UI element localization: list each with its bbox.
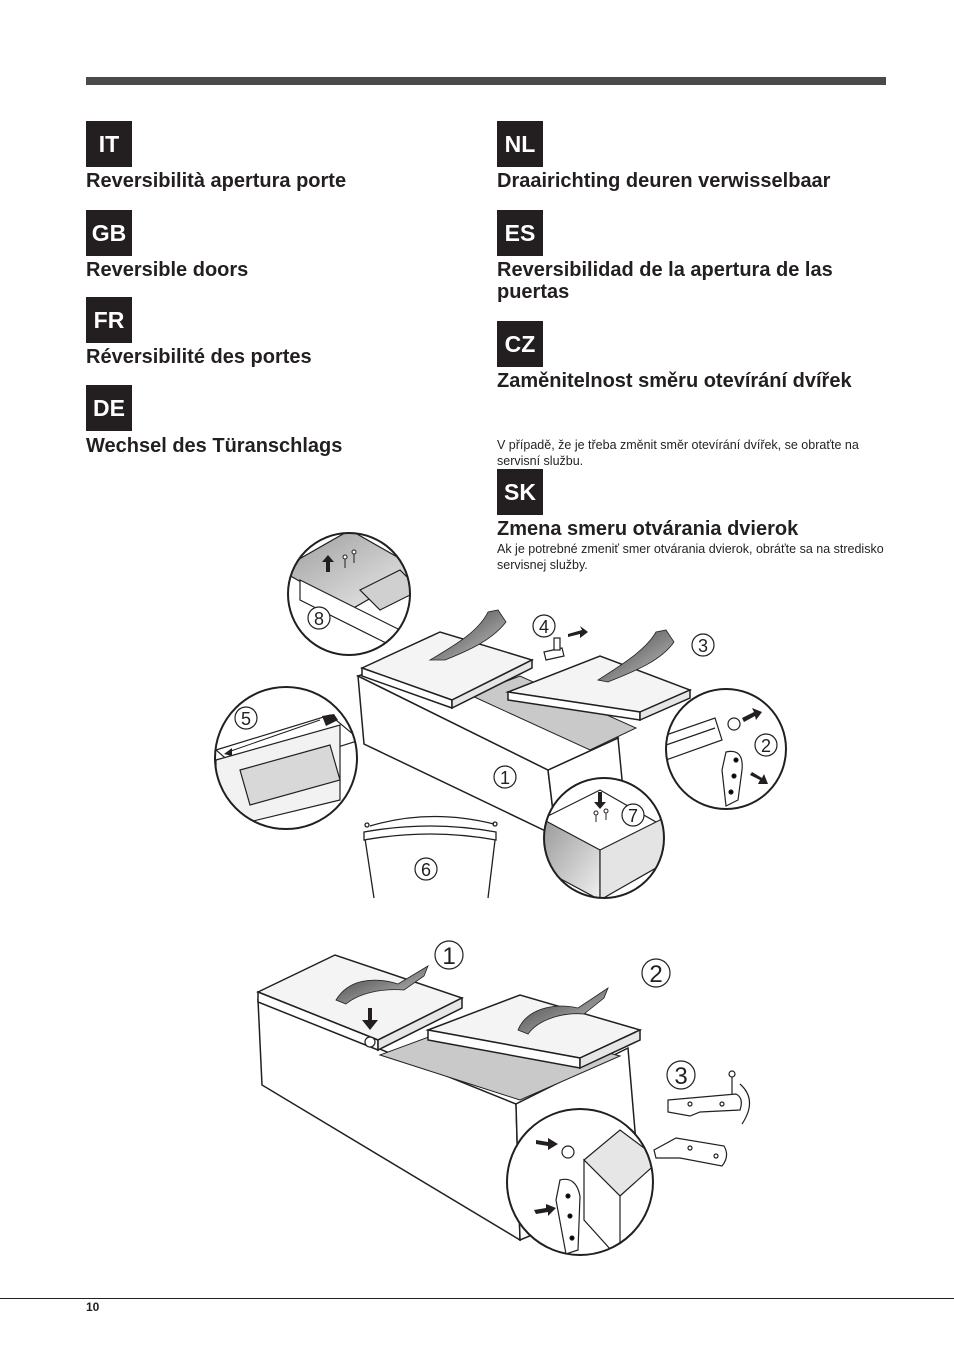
step-marker-7: 7	[627, 806, 639, 826]
lang-badge-it: IT	[86, 121, 132, 167]
lang-badge-es: ES	[497, 210, 543, 256]
hinge-part-step4	[544, 638, 564, 660]
heading-es: Reversibilidad de la apertura de las puertas	[497, 259, 833, 303]
step-marker-8: 8	[313, 609, 325, 629]
detail-circle-step8	[280, 530, 420, 660]
lang-badge-de: DE	[86, 385, 132, 431]
arrow-step4	[568, 626, 588, 638]
body-cz: V případě, že je třeba změnit směr otevírání dvířek, se obraťte na servisní službu.	[497, 438, 859, 468]
heading-cz: Zaměnitelnost směru otevírání dvířek	[497, 370, 852, 392]
body-sk: Ak je potrebné zmeniť smer otvárania dvierok, obráťte sa na stredisko servisnej služby.	[497, 542, 884, 572]
detail-circle-step5	[215, 687, 360, 830]
footer-rule	[0, 1298, 954, 1299]
lang-badge-gb: GB	[86, 210, 132, 256]
lang-badge-nl: NL	[497, 121, 543, 167]
bottom-step-marker-1: 1	[442, 943, 456, 970]
detail-circle-step7	[540, 778, 670, 900]
step-marker-1: 1	[499, 768, 511, 788]
heading-gb: Reversible doors	[86, 259, 249, 281]
step-marker-3: 3	[697, 636, 709, 656]
heading-fr: Réversibilité des portes	[86, 346, 312, 368]
heading-nl: Draairichting deuren verwisselbaar	[497, 170, 831, 192]
lang-badge-sk: SK	[497, 469, 543, 515]
lang-badge-fr: FR	[86, 297, 132, 343]
heading-sk: Zmena smeru otvárania dvierok	[497, 518, 799, 540]
step-marker-2: 2	[760, 736, 772, 756]
heading-it: Reversibilità apertura porte	[86, 170, 347, 192]
hinge-brackets-step3	[654, 1071, 750, 1166]
step-marker-5: 5	[240, 709, 252, 729]
pin-bottom	[365, 1037, 375, 1047]
lang-badge-cz: CZ	[497, 321, 543, 367]
door-step6	[364, 816, 497, 898]
page-number: 10	[86, 1300, 100, 1314]
bottom-step-marker-3: 3	[674, 1063, 688, 1090]
heading-de: Wechsel des Türanschlags	[86, 435, 343, 457]
step-marker-4: 4	[538, 617, 550, 637]
bottom-step-marker-2: 2	[649, 961, 663, 988]
step-marker-6: 6	[420, 860, 432, 880]
detail-circle-bottom	[507, 1109, 660, 1260]
